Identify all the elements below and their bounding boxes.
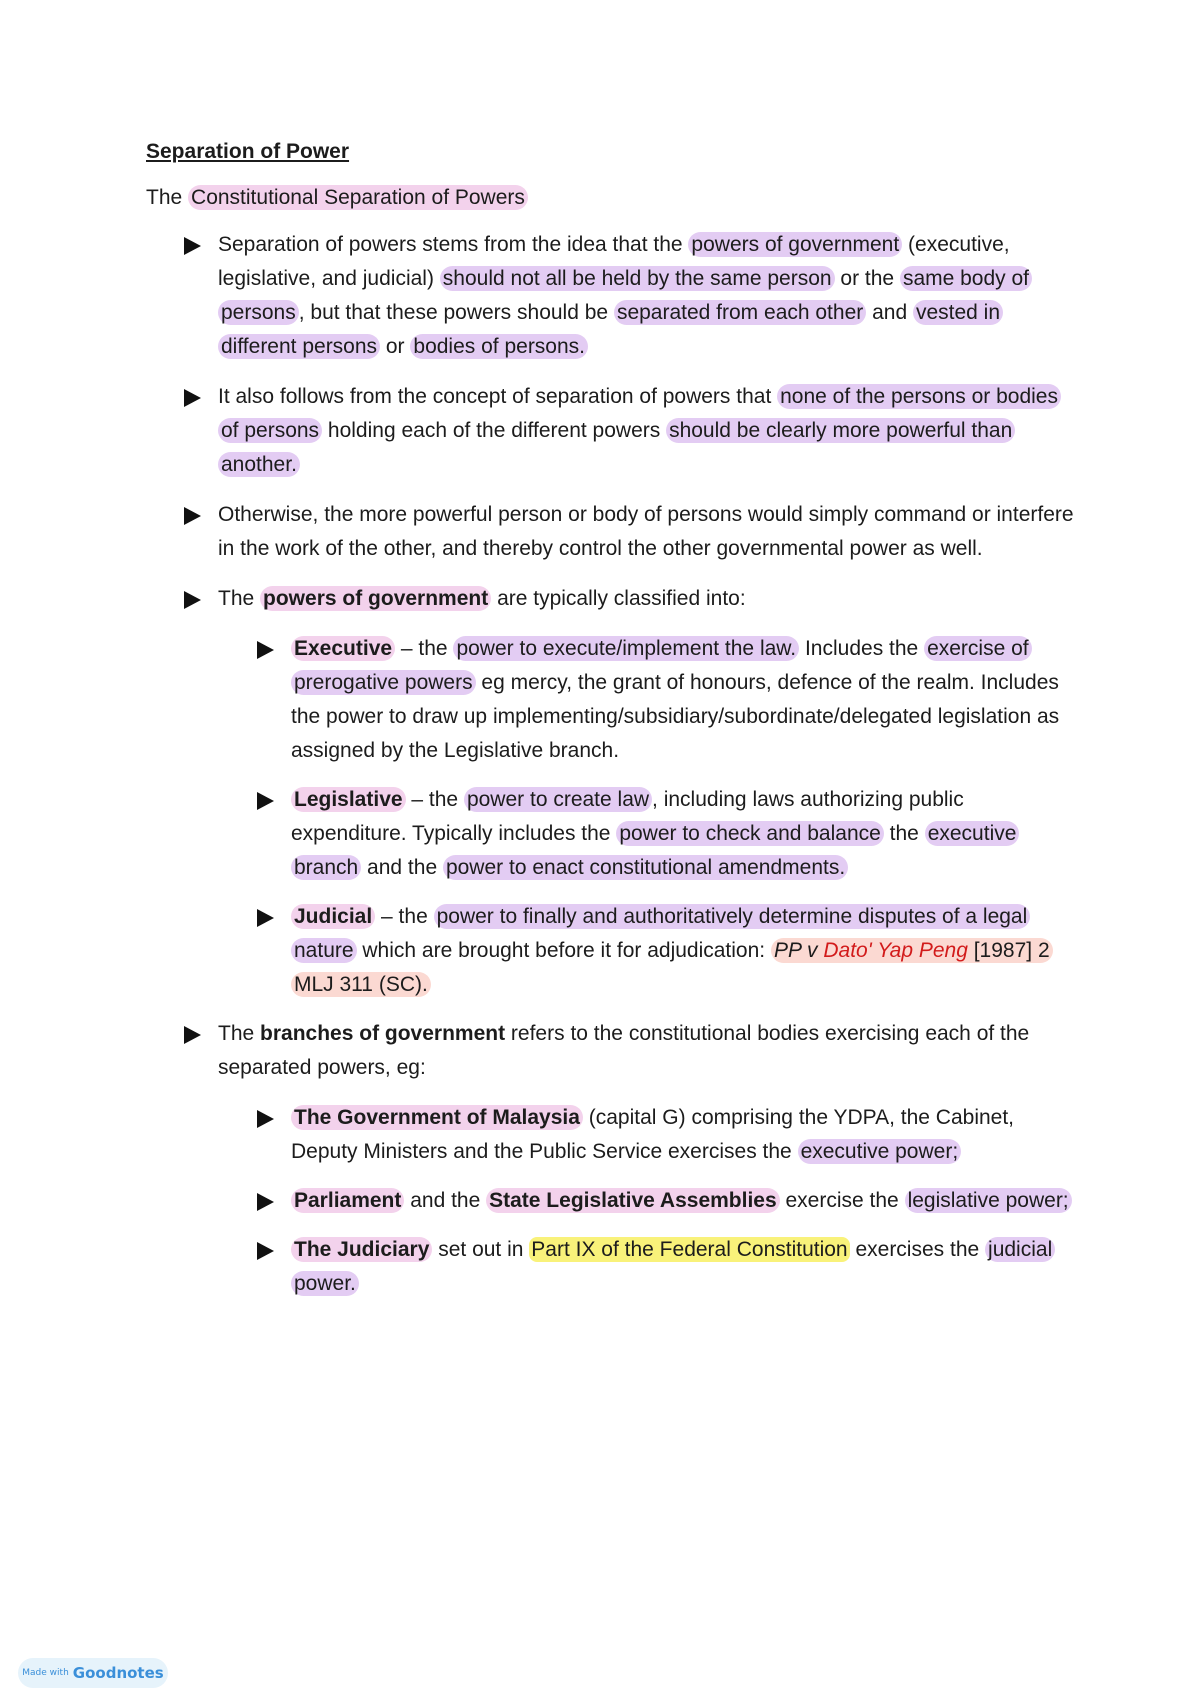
triangle-bullet-icon xyxy=(257,641,274,659)
section-heading xyxy=(146,186,1076,210)
triangle-bullet-icon xyxy=(257,909,274,927)
sub-bullet-item: Judicial – the power to finally and authoritatively determine disputes of a legal nature which are brought before it for adjudication: PP v Dato' Yap Peng [1987] 2 MLJ 311 (SC). xyxy=(146,900,1076,1002)
highlight: Constitutional Separation of Powers xyxy=(188,185,528,210)
highlight: should be clearly more powerful than another. xyxy=(218,418,1015,477)
lead-prefix: The xyxy=(146,186,189,209)
triangle-bullet-icon xyxy=(184,507,201,525)
highlight: Legislative xyxy=(291,787,406,812)
triangle-bullet-icon xyxy=(257,1193,274,1211)
bullet-item: Separation of powers stems from the idea that the powers of government (executive, legislative, and judicial) should not all be held by the same person or the same body of persons , but that these powers should be separated from each other and vested in different persons or bodies of persons. xyxy=(146,228,1076,364)
case-citation: PP v Dato' Yap Peng [1987] 2 MLJ 311 (SC). xyxy=(291,938,1053,997)
highlight: power to check and balance xyxy=(616,821,884,846)
highlight: none of the persons or bodies of persons xyxy=(218,384,1061,443)
highlight: Executive xyxy=(291,636,395,661)
highlight: powers of government xyxy=(260,586,491,611)
page-title: Separation of Power xyxy=(146,140,350,163)
highlight: The Judiciary xyxy=(291,1237,432,1262)
highlight: power to create law xyxy=(464,787,652,812)
sub-bullet-item: Executive – the power to execute/implement the law. Includes the exercise of prerogative powers eg mercy, the grant of honours, defence of the realm. Includes the power to draw up implementing/subsidiary/subordinate/delegated legislation as assigned by the Legislative branch. xyxy=(146,632,1076,768)
triangle-bullet-icon xyxy=(184,1026,201,1044)
highlight: separated from each other xyxy=(614,300,866,325)
highlight: executive branch xyxy=(291,821,1019,880)
highlight: judicial power. xyxy=(291,1237,1055,1296)
triangle-bullet-icon xyxy=(257,792,274,810)
highlight: Parliament xyxy=(291,1188,404,1213)
case-name: Dato' Yap Peng xyxy=(823,939,968,962)
bullet-item: Otherwise, the more powerful person or body of persons would simply command or interfere in the work of the other, and thereby control the other governmental power as well. xyxy=(146,498,1076,566)
highlight: should not all be held by the same person xyxy=(440,266,835,291)
triangle-bullet-icon xyxy=(257,1242,274,1260)
bullet-item: The branches of government refers to the constitutional bodies exercising each of the separated powers, eg: xyxy=(146,1017,1076,1085)
triangle-bullet-icon xyxy=(184,591,201,609)
sub-bullet-item: Parliament and the State Legislative Assemblies exercise the legislative power; xyxy=(146,1184,1076,1218)
highlight: same body of persons xyxy=(218,266,1032,325)
highlight: power to finally and authoritatively determine disputes of a legal nature xyxy=(291,904,1030,963)
triangle-bullet-icon xyxy=(184,237,201,255)
highlight: power to execute/implement the law. xyxy=(453,636,799,661)
highlight: legislative power; xyxy=(905,1188,1072,1213)
highlight: bodies of persons. xyxy=(410,334,588,359)
sub-bullet-item: The Government of Malaysia (capital G) comprising the YDPA, the Cabinet, Deputy Ministers and the Public Service exercises the executive power; xyxy=(146,1101,1076,1169)
triangle-bullet-icon xyxy=(184,389,201,407)
highlight: executive power; xyxy=(798,1139,962,1164)
sub-bullet-item: Legislative – the power to create law , including laws authorizing public expenditure. Typically includes the power to check and balance the executive branch and the power to enact constitutional amendments. xyxy=(146,783,1076,885)
sub-bullet-item: The Judiciary set out in Part IX of the Federal Constitution exercises the judicial power. xyxy=(146,1233,1076,1301)
goodnotes-logo: Made with Goodnotes xyxy=(18,1658,168,1688)
triangle-bullet-icon xyxy=(257,1110,274,1128)
highlight: Part IX of the Federal Constitution xyxy=(531,1238,848,1261)
highlight: powers of government xyxy=(688,232,902,257)
highlight: Judicial xyxy=(291,904,375,929)
highlight: vested in different persons xyxy=(218,300,1003,359)
highlight: The Government of Malaysia xyxy=(291,1105,583,1130)
note-page xyxy=(146,140,1076,1316)
highlight: exercise of prerogative powers xyxy=(291,636,1032,695)
bullet-item: It also follows from the concept of separation of powers that none of the persons or bodies of persons holding each of the different powers should be clearly more powerful than another. xyxy=(146,380,1076,482)
bullet-item: The powers of government are typically classified into: xyxy=(146,582,1076,616)
highlight: power to enact constitutional amendments. xyxy=(443,855,848,880)
highlight: State Legislative Assemblies xyxy=(486,1188,780,1213)
